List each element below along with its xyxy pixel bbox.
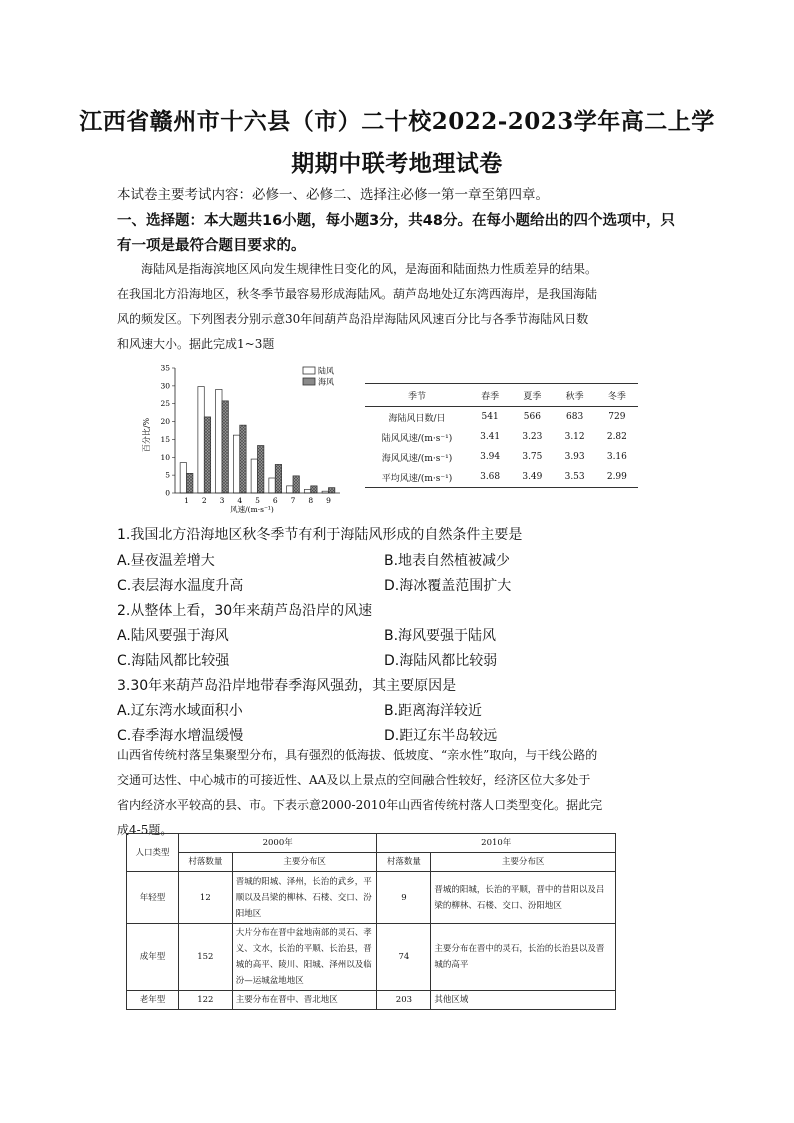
question-3-option-a[interactable]: A.辽东湾水域面积小 bbox=[117, 703, 243, 719]
y-tick-label: 30 bbox=[160, 381, 170, 391]
pop-cell-type: 成年型 bbox=[127, 924, 179, 991]
question-2-option-c[interactable]: C.海陆风都比较强 bbox=[117, 653, 230, 669]
bar-sea-wind bbox=[328, 488, 334, 493]
passage2-line: 交通可达性、中心城市的可接近性、AA及以上景点的空间融合性较好，经济区位大多处于 bbox=[117, 773, 591, 787]
question-2-option-b[interactable]: B.海风要强于陆风 bbox=[384, 628, 497, 644]
passage2-line: 成4-5题。 bbox=[117, 823, 173, 837]
season-cell: 海陆风日数/日 bbox=[388, 413, 446, 424]
pop-table-row bbox=[127, 991, 616, 1010]
x-tick-label: 1 bbox=[184, 496, 189, 505]
legend-swatch-land bbox=[303, 367, 315, 374]
pop-cell-region: 晋城的阳城，长治的平顺，晋中的昔阳以及吕梁的柳林、石楼、交口、汾阳地区 bbox=[431, 872, 616, 924]
y-tick-label: 20 bbox=[160, 417, 170, 427]
pop-header-year-2000: 2000年 bbox=[178, 834, 377, 853]
passage2-line: 山西省传统村落呈集聚型分布，具有强烈的低海拔、低坡度、“亲水性”取向，与干线公路的 bbox=[117, 748, 598, 762]
pop-header-type: 人口类型 bbox=[127, 834, 179, 872]
question-2-option-a[interactable]: A.陆风要强于海风 bbox=[117, 628, 229, 644]
pop-header-count: 村落数量 bbox=[178, 853, 232, 872]
question-3-stem: 3.30年来葫芦岛沿岸地带春季海风强劲，其主要原因是 bbox=[117, 678, 457, 694]
pop-cell-region: 主要分布在晋中、晋北地区 bbox=[232, 991, 377, 1010]
question-2-option-d[interactable]: D.海陆风都比较弱 bbox=[384, 653, 498, 669]
season-cell: 平均风速/(m·s⁻¹) bbox=[365, 467, 469, 488]
pop-cell-type: 年轻型 bbox=[127, 872, 179, 924]
season-header-cell: 冬季 bbox=[596, 384, 638, 407]
wind-speed-bar-chart bbox=[140, 360, 350, 520]
passage1-line: 和风速大小。据此完成1~3题 bbox=[117, 337, 275, 351]
passage-sea-land-breeze bbox=[117, 257, 677, 357]
x-axis-label: 风速/(m·s⁻¹) bbox=[230, 505, 274, 514]
y-tick-label: 35 bbox=[160, 363, 170, 373]
question-2-stem: 2.从整体上看，30年来葫芦岛沿岸的风速 bbox=[117, 603, 373, 619]
season-cell: 566 bbox=[523, 412, 541, 422]
season-cell: 3.93 bbox=[564, 452, 585, 462]
pop-table-subheader-row bbox=[127, 853, 616, 872]
bar-sea-wind bbox=[222, 401, 228, 493]
bar-land-wind bbox=[287, 486, 293, 493]
bar-sea-wind bbox=[240, 425, 246, 493]
bar-land-wind bbox=[251, 459, 257, 493]
bar-sea-wind bbox=[258, 446, 264, 494]
season-cell: 3.53 bbox=[554, 467, 596, 488]
season-cell: 3.94 bbox=[480, 452, 501, 462]
pop-table-row bbox=[127, 872, 616, 924]
season-cell: 541 bbox=[481, 412, 499, 422]
pop-header-year-2010: 2010年 bbox=[377, 834, 616, 853]
question-1-option-d[interactable]: D.海冰覆盖范围扩大 bbox=[384, 578, 512, 594]
bar-land-wind bbox=[180, 463, 186, 493]
legend-swatch-sea bbox=[303, 378, 315, 385]
season-cell: 3.49 bbox=[511, 467, 553, 488]
season-cell: 3.75 bbox=[522, 452, 543, 462]
doc-title-line2: 期期中联考地理试卷 bbox=[291, 150, 503, 177]
y-tick-label: 10 bbox=[160, 452, 170, 462]
x-tick-label: 7 bbox=[290, 496, 296, 505]
y-tick-label: 5 bbox=[165, 470, 170, 480]
season-cell: 3.12 bbox=[564, 432, 585, 442]
season-cell: 729 bbox=[608, 412, 626, 422]
passage-shanxi-villages bbox=[117, 743, 677, 843]
pop-cell-count: 12 bbox=[178, 872, 232, 924]
question-3-option-b[interactable]: B.距离海洋较近 bbox=[384, 703, 483, 719]
passage2-line: 省内经济水平较高的县、市。下表示意2000-2010年山西省传统村落人口类型变化。据此完 bbox=[117, 798, 603, 812]
season-cell: 2.99 bbox=[596, 467, 638, 488]
season-table-row bbox=[365, 427, 638, 447]
question-1-stem: 1.我国北方沿海地区秋冬季节有利于海陆风形成的自然条件主要是 bbox=[117, 527, 523, 543]
season-cell: 3.23 bbox=[522, 432, 543, 442]
question-3-option-d[interactable]: D.距辽东半岛较远 bbox=[384, 728, 498, 744]
question-1-option-c[interactable]: C.表层海水温度升高 bbox=[117, 578, 244, 594]
village-population-table bbox=[126, 833, 616, 1010]
pop-header-region: 主要分布区 bbox=[431, 853, 616, 872]
section1-instructions-line1: 一、选择题：本大题共16小题，每小题3分，共48分。在每小题给出的四个选项中，只 bbox=[117, 213, 675, 229]
question-1-option-b[interactable]: B.地表自然植被减少 bbox=[384, 553, 511, 569]
season-wind-table bbox=[365, 383, 638, 488]
legend-label-sea: 海风 bbox=[318, 377, 334, 387]
x-tick-label: 8 bbox=[308, 496, 314, 505]
x-tick-label: 4 bbox=[237, 496, 243, 505]
pop-cell-count: 9 bbox=[377, 872, 431, 924]
pop-cell-count: 152 bbox=[178, 924, 232, 991]
pop-cell-region: 大片分布在晋中盆地南部的灵石、孝义、文水，长治的平顺、长治县，晋城的高平、陵川、阳城、泽州以及临汾—运城盆地地区 bbox=[232, 924, 377, 991]
y-tick-label: 0 bbox=[165, 488, 170, 498]
season-cell: 683 bbox=[566, 412, 584, 422]
bar-land-wind bbox=[304, 489, 310, 493]
season-table-row bbox=[365, 467, 638, 488]
x-tick-label: 3 bbox=[219, 496, 225, 505]
bar-sea-wind bbox=[311, 486, 317, 493]
exam-scope: 本试卷主要考试内容：必修一、必修二、选择注必修一第一章至第四章。 bbox=[117, 187, 549, 203]
doc-title-line1: 江西省赣州市十六县（市）二十校2022-2023学年高二上学 bbox=[79, 108, 715, 135]
season-cell: 陆风风速/(m·s⁻¹) bbox=[381, 433, 453, 444]
bar-land-wind bbox=[233, 435, 239, 493]
pop-cell-count: 122 bbox=[178, 991, 232, 1010]
pop-cell-type: 老年型 bbox=[127, 991, 179, 1010]
season-header-cell: 春季 bbox=[469, 384, 511, 407]
pop-table-header-row bbox=[127, 834, 616, 853]
passage1-line: 风的频发区。下列图表分别示意30年间葫芦岛沿岸海陆风风速百分比与各季节海陆风日数 bbox=[117, 312, 589, 326]
season-cell: 海风风速/(m·s⁻¹) bbox=[381, 453, 453, 464]
section1-instructions-line2: 有一项是最符合题目要求的。 bbox=[117, 238, 306, 254]
bar-sea-wind bbox=[204, 417, 210, 493]
season-cell: 3.16 bbox=[606, 452, 627, 462]
x-tick-label: 9 bbox=[326, 496, 331, 505]
pop-cell-count: 74 bbox=[377, 924, 431, 991]
x-tick-label: 6 bbox=[272, 496, 278, 505]
passage1-line: 海陆风是指海滨地区风向发生规律性日变化的风，是海面和陆面热力性质差异的结果。 bbox=[141, 262, 598, 276]
chart-legend bbox=[303, 366, 334, 387]
pop-cell-count: 203 bbox=[377, 991, 431, 1010]
pop-header-region: 主要分布区 bbox=[232, 853, 377, 872]
y-tick-label: 25 bbox=[160, 399, 170, 409]
bar-land-wind bbox=[269, 478, 275, 493]
season-table-header-row bbox=[365, 384, 638, 407]
season-table-row bbox=[365, 407, 638, 428]
pop-header-count: 村落数量 bbox=[377, 853, 431, 872]
y-tick-label: 15 bbox=[160, 434, 170, 444]
season-cell: 3.41 bbox=[480, 432, 501, 442]
bar-land-wind bbox=[198, 387, 204, 493]
legend-label-land: 陆风 bbox=[318, 366, 334, 376]
bar-sea-wind bbox=[275, 464, 281, 493]
pop-table-row bbox=[127, 924, 616, 991]
bar-sea-wind bbox=[187, 473, 193, 493]
question-1-option-a[interactable]: A.昼夜温差增大 bbox=[117, 553, 215, 569]
x-tick-label: 5 bbox=[255, 496, 260, 505]
pop-cell-region: 主要分布在晋中的灵石，长治的长治县以及晋城的高平 bbox=[431, 924, 616, 991]
passage1-line: 在我国北方沿海地区，秋冬季节最容易形成海陆风。葫芦岛地处辽东湾西海岸，是我国海陆 bbox=[117, 287, 598, 301]
y-axis-label: 百分比/% bbox=[142, 417, 151, 453]
season-cell: 2.82 bbox=[606, 432, 627, 442]
season-table-row bbox=[365, 447, 638, 467]
season-cell: 3.68 bbox=[469, 467, 511, 488]
pop-cell-region: 其他区域 bbox=[431, 991, 616, 1010]
bar-sea-wind bbox=[293, 476, 299, 493]
season-header-cell: 夏季 bbox=[511, 384, 553, 407]
x-tick-label: 2 bbox=[201, 496, 207, 505]
season-header-cell: 秋季 bbox=[554, 384, 596, 407]
bar-land-wind bbox=[216, 389, 222, 493]
question-3-option-c[interactable]: C.春季海水增温缓慢 bbox=[117, 728, 244, 744]
season-header-cell: 季节 bbox=[365, 384, 469, 407]
pop-cell-region: 晋城的阳城、泽州，长治的武乡，平顺以及吕梁的柳林、石楼、交口、汾阳地区 bbox=[232, 872, 377, 924]
